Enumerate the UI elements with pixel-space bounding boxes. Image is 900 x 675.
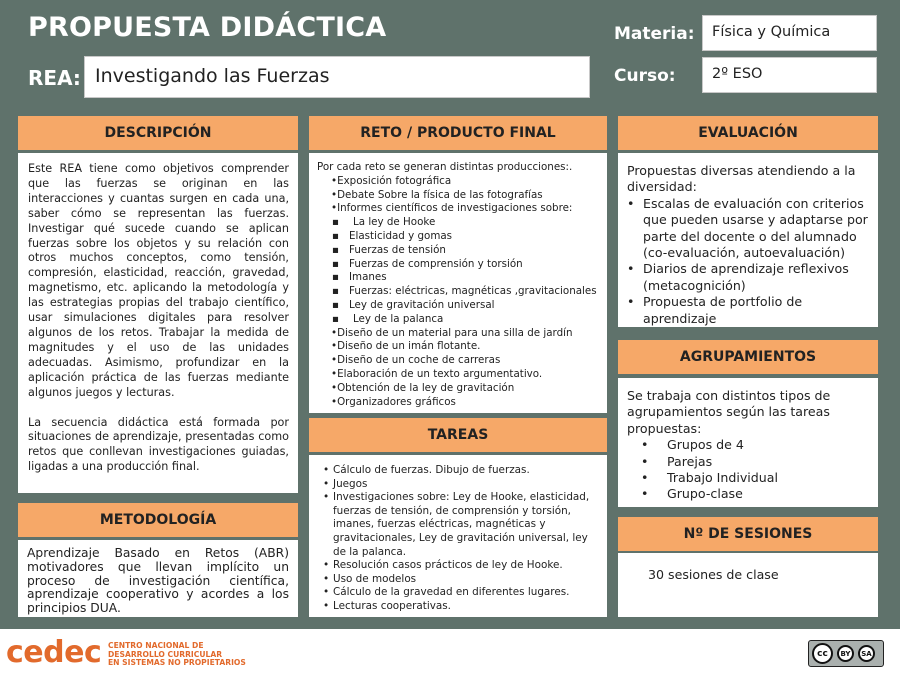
cc-license-badge	[808, 640, 884, 667]
evaluacion-intro: Propuestas diversas atendiendo a la diversidad:	[627, 163, 856, 195]
tareas-item: • Resolución casos prácticos de ley de Hooke.	[323, 559, 563, 572]
tareas-item: • Uso de modelos	[323, 572, 417, 585]
reto-item: •Exposición fotográfica	[331, 174, 452, 187]
reto-panel	[309, 153, 607, 413]
curso-label: Curso:	[614, 66, 676, 86]
reto-heading: RETO / PRODUCTO FINAL	[309, 116, 607, 150]
agrupamientos-panel	[618, 378, 878, 507]
sesiones-value: 30 sesiones de clase	[648, 567, 779, 582]
reto-item: •Elaboración de un texto argumentativo.	[331, 367, 543, 380]
agrupamientos-item: • Grupos de 4	[641, 437, 744, 453]
reto-subitem: ▪ La ley de Hooke	[332, 216, 436, 229]
agrupamientos-item: • Parejas	[641, 453, 713, 469]
metodologia-panel	[18, 540, 298, 617]
evaluacion-panel	[618, 153, 878, 327]
reto-item: •Organizadores gráficos	[331, 395, 456, 408]
agrupamientos-intro: Se trabaja con distintos tipos de agrupamientos según las tareas propuestas:	[627, 388, 831, 436]
reto-item: •Diseño de un coche de carreras	[331, 354, 501, 367]
by-icon: BY	[837, 645, 854, 662]
reto-item: •Obtención de la ley de gravitación	[331, 381, 515, 394]
reto-subitem: ▪ Fuerzas de tensión	[332, 243, 446, 256]
reto-item: •Diseño de un imán flotante.	[331, 340, 481, 353]
tareas-item: • Lecturas cooperativas.	[323, 599, 451, 612]
evaluacion-item: • Escalas de evaluación con criterios que pueden usarse y adaptarse por parte del docente o del alumnado (co-evaluación, autoevaluación)	[627, 195, 868, 261]
page-title: PROPUESTA DIDÁCTICA	[28, 12, 387, 43]
reto-subitem: ▪ Ley de la palanca	[332, 312, 444, 325]
agrupamientos-heading: AGRUPAMIENTOS	[618, 340, 878, 374]
footer	[0, 629, 900, 675]
tareas-heading: TAREAS	[309, 418, 607, 452]
evaluacion-item: • Diarios de aprendizaje reflexivos (metacognición)	[627, 261, 849, 293]
descripcion-panel	[18, 153, 298, 493]
cc-icon: cc	[812, 643, 833, 664]
materia-field: Física y Química	[702, 15, 877, 51]
tareas-item: • Cálculo de la gravedad en diferentes lugares.	[323, 586, 570, 599]
metodologia-heading: METODOLOGÍA	[18, 503, 298, 537]
cedec-logo: cedec	[6, 635, 102, 670]
agrupamientos-item: • Grupo-clase	[641, 486, 743, 502]
tareas-item: • Investigaciones sobre: Ley de Hooke, elasticidad, fuerzas de tensión, de comprensión y torsión, imanes, fuerzas eléctricas, magnéticas y gravitacionales, Ley de gravitación universal, ley de la palanca.	[323, 491, 590, 558]
tareas-item: • Cálculo de fuerzas. Dibujo de fuerzas.	[323, 464, 530, 476]
descripcion-paragraph-1: Este REA tiene como objetivos comprender que las fuerzas se originan en las interacciones y cuantas surgen en cada una, saber cómo se representan las fuerzas. Investigar qué sucede cuando se aplican fuerzas sobre los objetos y su relación con otros muchos conceptos, como tensión, compresión, elasticidad, reacción, gravedad, magnetismo, etc. aplicando la metodología y las estrategias propias del trabajo científico, usar simulaciones digitales para resolver algunos de los retos. Trabajar la medida de magnitudes y el uso de las unidades adecuadas. Asimismo, profundizar en la aplicación práctica de las fuerzas mediante algunos juegos y lecturas.	[28, 162, 289, 399]
tareas-panel	[309, 455, 607, 617]
reto-item: •Debate Sobre la física de las fotografías	[331, 188, 543, 201]
descripcion-paragraph-2: La secuencia didáctica está formada por situaciones de aprendizaje, presentadas como retos que conllevan investigaciones guiadas, ligadas a una producción final.	[28, 415, 289, 474]
agrupamientos-item: • Trabajo Individual	[641, 470, 778, 486]
reto-intro: Por cada reto se generan distintas producciones:.	[317, 161, 573, 173]
reto-subitem: ▪ Imanes	[332, 271, 387, 284]
reto-item: •Informes científicos de investigaciones sobre:	[331, 202, 573, 215]
tareas-item: • Juegos	[323, 477, 368, 490]
materia-label: Materia:	[614, 24, 695, 44]
reto-subitem: ▪ Elasticidad y gomas	[332, 229, 453, 242]
reto-subitem: ▪ Ley de gravitación universal	[332, 298, 495, 311]
rea-label: REA:	[28, 66, 81, 90]
curso-field: 2º ESO	[702, 57, 877, 93]
metodologia-text: Aprendizaje Basado en Retos (ABR) motivadores que llevan implícito un proceso de investigación científica, aprendizaje cooperativo y acordes a los principios DUA.	[27, 546, 289, 616]
rea-field: Investigando las Fuerzas	[84, 56, 590, 98]
sesiones-panel	[618, 553, 878, 617]
evaluacion-item: • Propuesta de portfolio de aprendizaje	[627, 294, 803, 326]
sa-icon: SA	[858, 645, 875, 662]
sesiones-heading: Nº DE SESIONES	[618, 517, 878, 551]
descripcion-heading: DESCRIPCIÓN	[18, 116, 298, 150]
evaluacion-heading: EVALUACIÓN	[618, 116, 878, 150]
reto-subitem: ▪ Fuerzas de comprensión y torsión	[332, 257, 523, 270]
reto-item: •Diseño de un material para una silla de jardín	[331, 326, 573, 339]
reto-subitem: ▪ Fuerzas: eléctricas, magnéticas ,gravitacionales	[332, 285, 597, 298]
cedec-logo-subtitle: CENTRO NACIONAL DE DESARROLLO CURRICULAR EN SISTEMAS NO PROPIETARIOS	[108, 641, 246, 668]
